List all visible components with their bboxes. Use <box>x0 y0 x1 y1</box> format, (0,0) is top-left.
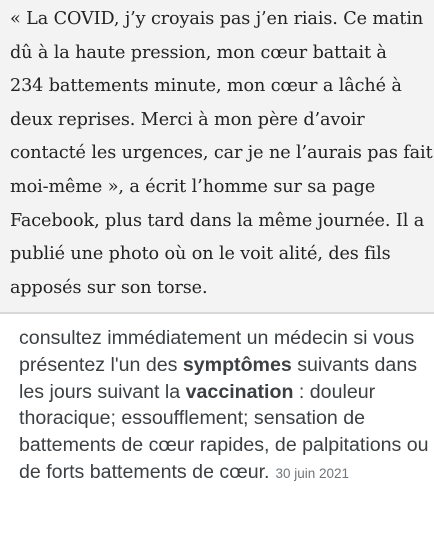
article-line: deux reprises. Merci à mon père d’avoir <box>10 109 365 130</box>
article-line: apposés sur son torse. <box>10 277 208 298</box>
snippet-text-part: suivants dans les jours suivant la <box>19 353 418 403</box>
snippet-text <box>19 325 429 488</box>
snippet-highlight-symptomes: symptômes <box>182 353 292 376</box>
article-paragraph <box>10 3 434 305</box>
snippet-text-part: consultez immédiatement un médecin si vous présentez l'un des <box>19 327 415 376</box>
article-line: publié une photo où on le voit alité, des fils <box>10 244 391 265</box>
search-result-snippet <box>0 312 434 551</box>
article-line: contacté les urgences, car je ne l’aurais pas fait <box>10 143 433 164</box>
snippet-date: 30 juin 2021 <box>275 465 350 481</box>
article-line: dû à la haute pression, mon cœur battait à <box>10 42 387 63</box>
article-line: « La COVID, j’y croyais pas j’en riais. Ce matin <box>10 9 424 29</box>
snippet-text-part: : douleur thoracique; essoufflement; sensation de battements de cœur rapides, de palpitations ou de forts battements de cœur. <box>19 380 429 483</box>
snippet-highlight-vaccination: vaccination <box>185 380 294 403</box>
article-line: moi-même », a écrit l’homme sur sa page <box>10 176 376 197</box>
article-line: Facebook, plus tard dans la même journée. Il a <box>10 210 425 231</box>
article-line: 234 battements minute, mon cœur a lâché à <box>10 76 402 97</box>
